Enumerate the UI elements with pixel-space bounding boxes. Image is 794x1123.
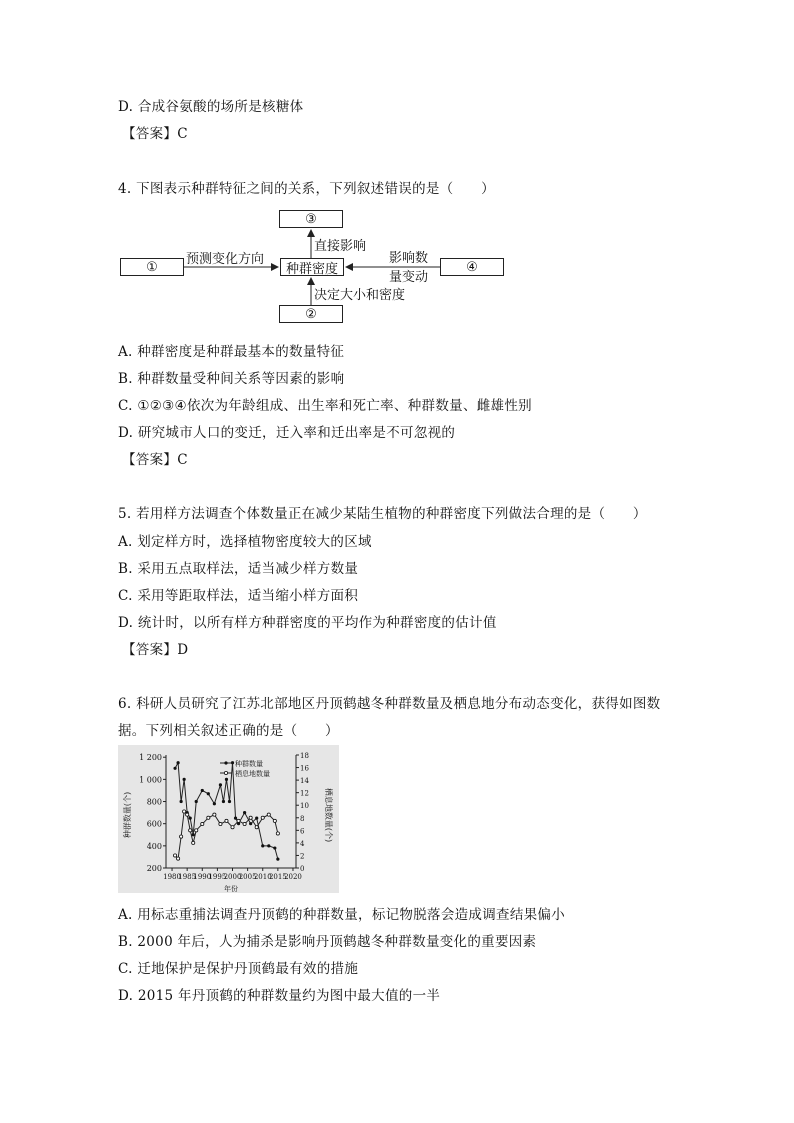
- y2-tick-label: 10: [300, 802, 309, 811]
- x-tick-label: 2015: [268, 873, 287, 881]
- y-tick-label: 600: [146, 819, 162, 829]
- x-tick-label: 2000: [223, 873, 242, 881]
- series-2-point: [189, 829, 192, 832]
- series-2-point: [231, 826, 234, 829]
- series-1-point: [234, 817, 237, 820]
- legend-label-1: 种群数量: [235, 760, 263, 768]
- label-direct: 直接影响: [314, 239, 367, 254]
- x-tick-label: 1990: [193, 873, 212, 881]
- series-2-point: [249, 816, 252, 819]
- series-1-point: [261, 844, 264, 847]
- x-axis-title: 年份: [224, 885, 238, 893]
- series-1-point: [222, 800, 225, 803]
- y2-tick-label: 2: [300, 852, 305, 861]
- y-tick-label: 400: [146, 841, 162, 851]
- series-2-point: [255, 826, 258, 829]
- series-2-point: [225, 819, 228, 822]
- q5-option-a: A. 划定样方时，选择植物密度较大的区域: [118, 534, 372, 550]
- y2-tick-label: 12: [300, 789, 309, 798]
- series-1-point: [183, 778, 186, 781]
- q4-stem: 4. 下图表示种群特征之间的关系，下列叙述错误的是（ ）: [118, 181, 495, 197]
- series-2-point: [173, 854, 176, 857]
- series-2-point: [273, 819, 276, 822]
- y2-tick-label: 0: [300, 865, 305, 873]
- series-1-point: [201, 789, 204, 792]
- label-decide: 决定大小和密度: [314, 288, 406, 303]
- series-1-point: [267, 844, 270, 847]
- diagram-box-4: ④: [440, 258, 504, 276]
- y2-tick-label: 4: [300, 839, 305, 848]
- y2-tick-label: 8: [300, 814, 305, 823]
- series-1-point: [180, 800, 183, 803]
- series-2-point: [243, 822, 246, 825]
- series-1-point: [213, 802, 216, 805]
- series-1-point: [173, 767, 176, 770]
- y2-axis-title: 栖息地数量(个): [324, 787, 333, 843]
- series-2-point: [201, 822, 204, 825]
- q4-answer: 【答案】C: [122, 452, 188, 468]
- q4-option-a: A. 种群密度是种群最基本的数量特征: [118, 344, 345, 360]
- legend-marker-2: [224, 771, 227, 774]
- series-2-point: [276, 832, 279, 835]
- y2-tick-label: 6: [300, 827, 305, 836]
- series-1-point: [192, 833, 195, 836]
- series-2-point: [261, 816, 264, 819]
- q5-stem: 5. 若用样方法调查个体数量正在减少某陆生植物的种群密度下列做法合理的是（ ）: [118, 506, 647, 522]
- label-affect-1: 影响数: [389, 251, 429, 266]
- y-tick-label: 200: [146, 864, 162, 873]
- legend-marker-1: [224, 761, 227, 764]
- x-tick-label: 2005: [238, 873, 257, 881]
- series-1-point: [189, 817, 192, 820]
- x-tick-label: 2020: [284, 873, 302, 881]
- series-1-point: [273, 846, 276, 849]
- diagram-box-2: ②: [279, 305, 343, 323]
- q5-option-c: C. 采用等距取样法，适当缩小样方面积: [118, 588, 359, 604]
- series-2-point: [237, 819, 240, 822]
- x-tick-label: 1980: [163, 873, 181, 881]
- q6-option-c: C. 迁地保护是保护丹顶鹤最有效的措施: [118, 961, 359, 977]
- q6-option-d: D. 2015 年丹顶鹤的种群数量约为图中最大值的一半: [118, 988, 441, 1004]
- series-1-point: [249, 822, 252, 825]
- label-affect-2: 量变动: [389, 270, 429, 285]
- series-1-point: [207, 792, 210, 795]
- diagram-box-1: ①: [120, 258, 184, 276]
- q6-stem-line1: 6. 科研人员研究了江苏北部地区丹顶鹤越冬种群数量及栖息地分布动态变化，获得如图数: [118, 696, 661, 712]
- y2-tick-label: 14: [300, 777, 309, 786]
- series-1-point: [228, 800, 231, 803]
- chart-svg: [118, 745, 339, 893]
- q4-option-b: B. 种群数量受种间关系等因素的影响: [118, 371, 345, 387]
- series-2-point: [213, 813, 216, 816]
- y-axis-title: 种群数量(个): [123, 791, 132, 839]
- x-tick-label: 1985: [178, 873, 197, 881]
- diagram-box-3: ③: [279, 210, 343, 228]
- x-tick-label: 1995: [208, 873, 227, 881]
- q5-option-d: D. 统计时，以所有样方种群密度的平均作为种群密度的估计值: [118, 615, 497, 631]
- q4-option-d: D. 研究城市人口的变迁，迁入率和迁出率是不可忽视的: [118, 425, 456, 441]
- series-1-point: [276, 858, 279, 861]
- x-tick-label: 2010: [253, 873, 272, 881]
- series-2-point: [219, 822, 222, 825]
- series-2-point: [267, 813, 270, 816]
- series-1-point: [219, 783, 222, 786]
- label-predict: 预测变化方向: [186, 252, 265, 267]
- series-2-point: [180, 835, 183, 838]
- series-1-point: [255, 817, 258, 820]
- series-2-point: [207, 816, 210, 819]
- series-2-point: [176, 857, 179, 860]
- q5-answer: 【答案】D: [122, 642, 189, 658]
- q6-option-b: B. 2000 年后，人为捕杀是影响丹顶鹤越冬种群数量变化的重要因素: [118, 934, 537, 950]
- q4-option-c: C. ①②③④依次为年龄组成、出生率和死亡率、种群数量、雌雄性别: [118, 398, 532, 414]
- q3-option-d: D. 合成谷氨酸的场所是核糖体: [118, 99, 304, 115]
- y2-tick-label: 18: [300, 752, 309, 760]
- crane-population-chart: [118, 745, 339, 893]
- series-2-point: [186, 813, 189, 816]
- q5-option-b: B. 采用五点取样法，适当减少样方数量: [118, 561, 359, 577]
- series-1-point: [225, 778, 228, 781]
- q3-answer: 【答案】C: [122, 126, 188, 142]
- series-2-point: [183, 810, 186, 813]
- q6-option-a: A. 用标志重捕法调查丹顶鹤的种群数量，标记物脱落会造成调查结果偏小: [118, 907, 566, 923]
- q6-stem-line2: 据。下列相关叙述正确的是（ ）: [118, 723, 339, 739]
- y-tick-label: 1 000: [139, 775, 162, 785]
- diagram-center-density: 种群密度: [280, 258, 344, 276]
- y-tick-label: 800: [146, 797, 162, 807]
- series-1-point: [243, 811, 246, 814]
- series-2-point: [192, 841, 195, 844]
- y-tick-label: 1 200: [139, 753, 162, 763]
- series-1-point: [176, 761, 179, 764]
- y2-tick-label: 16: [300, 764, 309, 773]
- series-1-point: [195, 800, 198, 803]
- series-2-point: [195, 829, 198, 832]
- legend-label-2: 栖息地数量: [235, 770, 270, 778]
